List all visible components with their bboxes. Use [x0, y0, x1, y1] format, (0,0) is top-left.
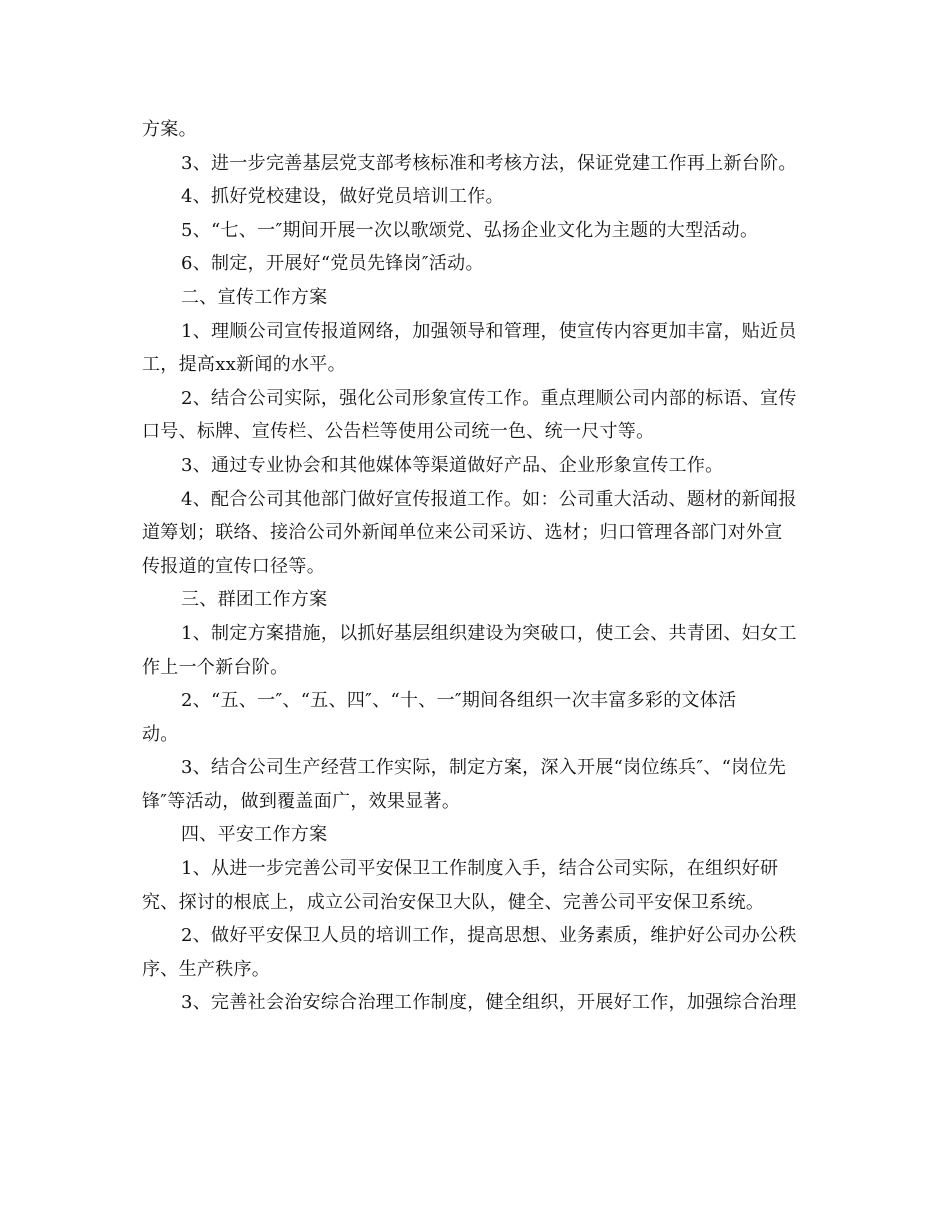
section-heading: 二、宣传工作方案 — [181, 286, 328, 308]
text-line: 传报道的宣传口径等。 — [142, 555, 325, 577]
text-line: 6、制定，开展好“党员先锋岗″活动。 — [181, 253, 484, 275]
text-line: 方案。 — [142, 119, 197, 140]
text-line: 3、完善社会治安综合治理工作制度，健全组织，开展好工作，加强综合治理 — [181, 992, 797, 1014]
text-line: 2、做好平安保卫人员的培训工作，提高思想、业务素质，维护好公司办公秩 — [181, 925, 797, 947]
text-line: 锋″等活动，做到覆盖面广，效果显著。 — [142, 790, 461, 812]
text-line: 4、抓好党校建设，做好党员培训工作。 — [181, 186, 504, 208]
text-line: 2、结合公司实际，强化公司形象宣传工作。重点理顺公司内部的标语、宣传 — [181, 387, 797, 409]
section-heading: 三、群团工作方案 — [181, 589, 328, 611]
text-line: 道筹划；联络、接洽公司外新闻单位来公司采访、选材；归口管理各部门对外宣 — [142, 522, 783, 544]
text-line: 1、理顺公司宣传报道网络，加强领导和管理，使宣传内容更加丰富，贴近员 — [181, 320, 797, 342]
text-line: 作上一个新台阶。 — [142, 656, 289, 678]
text-line: 动。 — [142, 723, 179, 745]
text-line: 2、“五、一″、“五、四″、“十、一″期间各组织一次丰富多彩的文体活 — [181, 690, 737, 712]
text-line: 序、生产秩序。 — [142, 958, 271, 980]
text-line: 工，提高xx新闻的水平。 — [142, 354, 346, 376]
text-line: 3、通过专业协会和其他媒体等渠道做好产品、企业形象宣传工作。 — [181, 454, 724, 476]
text-line: 3、进一步完善基层党支部考核标准和考核方法，保证党建工作再上新台阶。 — [181, 152, 797, 174]
text-line: 1、制定方案措施，以抓好基层组织建设为突破口，使工会、共青团、妇女工 — [181, 622, 797, 644]
text-line: 3、结合公司生产经营工作实际，制定方案，深入开展“岗位练兵″、“岗位先 — [181, 757, 787, 779]
text-line: 口号、标牌、宣传栏、公告栏等使用公司统一色、统一尺寸等。 — [142, 421, 655, 443]
section-heading: 四、平安工作方案 — [181, 824, 328, 846]
text-line: 5、“七、一″期间开展一次以歌颂党、弘扬企业文化为主题的大型活动。 — [181, 219, 759, 241]
text-line: 1、从进一步完善公司平安保卫工作制度入手，结合公司实际，在组织好研 — [181, 858, 779, 880]
text-line: 究、探讨的根底上，成立公司治安保卫大队，健全、完善公司平安保卫系统。 — [142, 891, 765, 913]
text-line: 4、配合公司其他部门做好宣传报道工作。如：公司重大活动、题材的新闻报 — [181, 488, 797, 510]
